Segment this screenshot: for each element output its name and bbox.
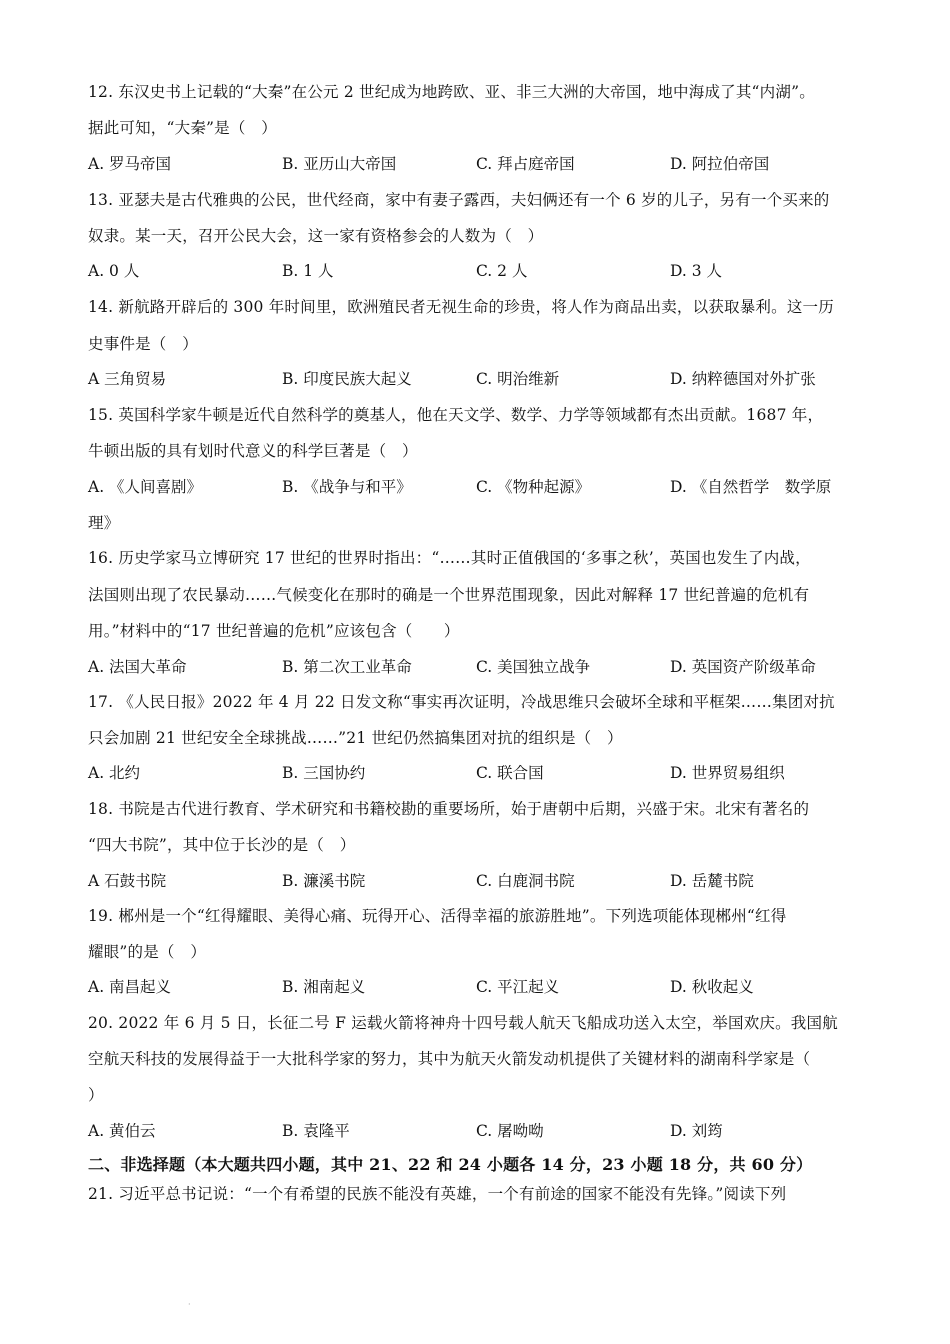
q16-line-3: 用。”材料中的“17 世纪普遍的危机”应该包含（ ）: [88, 622, 460, 640]
q16-line-2: 法国则出现了农民暴动……气候变化在那时的确是一个世界范围现象，因此对解释 17 世纪普遍的危机有: [88, 586, 810, 604]
q21-line-1: 21. 习近平总书记说：“一个有希望的民族不能没有英雄，一个有前途的国家不能没有先锋。”阅读下列: [88, 1185, 787, 1203]
q12-option-b: B. 亚历山大帝国: [282, 155, 397, 173]
q13-option-b: B. 1 人: [282, 262, 334, 280]
q17-option-d: D. 世界贸易组织: [670, 764, 785, 782]
q14-line-2: 史事件是（ ）: [88, 335, 198, 353]
q12-option-a: A. 罗马帝国: [88, 155, 172, 173]
q13-option-d: D. 3 人: [670, 262, 723, 280]
q15-option-d: D. 《自然哲学 数学原: [670, 478, 832, 496]
q12-line-2: 据此可知，“大秦”是（ ）: [88, 119, 277, 137]
q18-option-c: C. 白鹿洞书院: [476, 872, 575, 890]
q14-line-1: 14. 新航路开辟后的 300 年时间里，欧洲殖民者无视生命的珍贵，将人作为商品出卖，以获取暴利。这一历: [88, 298, 834, 316]
q13-option-a: A. 0 人: [88, 262, 140, 280]
q15-option-c: C. 《物种起源》: [476, 478, 591, 496]
q15-line-2: 牛顿出版的具有划时代意义的科学巨著是（ ）: [88, 442, 418, 460]
q12-option-c: C. 拜占庭帝国: [476, 155, 575, 173]
q18-line-2: “四大书院”，其中位于长沙的是（ ）: [88, 836, 356, 854]
q19-option-a: A. 南昌起义: [88, 978, 172, 996]
q20-line-2: 空航天科技的发展得益于一大批科学家的努力，其中为航天火箭发动机提供了关键材料的湖南科学家是（: [88, 1050, 811, 1068]
q12-line-1: 12. 东汉史书上记载的“大秦”在公元 2 世纪成为地跨欧、亚、非三大洲的大帝国，地中海成了其“内湖”。: [88, 83, 815, 101]
q14-option-d: D. 纳粹德国对外扩张: [670, 370, 816, 388]
q17-option-c: C. 联合国: [476, 764, 544, 782]
q14-option-a: A 三角贸易: [88, 370, 167, 388]
q17-line-1: 17. 《人民日报》2022 年 4 月 22 日发文称“事实再次证明，冷战思维只会破坏全球和平框架……集团对抗: [88, 693, 835, 711]
q20-option-b: B. 袁隆平: [282, 1122, 350, 1140]
q13-line-2: 奴隶。某一天，召开公民大会，这一家有资格参会的人数为（ ）: [88, 227, 544, 245]
q19-option-b: B. 湘南起义: [282, 978, 366, 996]
q19-option-c: C. 平江起义: [476, 978, 560, 996]
q13-line-1: 13. 亚瑟夫是古代雅典的公民，世代经商，家中有妻子露西，夫妇俩还有一个 6 岁的儿子，另有一个买来的: [88, 191, 830, 209]
q12-option-d: D. 阿拉伯帝国: [670, 155, 770, 173]
q20-line-3: ）: [88, 1086, 104, 1104]
q19-line-2: 耀眼”的是（ ）: [88, 943, 207, 961]
q20-line-1: 20. 2022 年 6 月 5 日，长征二号 F 运载火箭将神舟十四号载人航天飞船成功送入太空，举国欢庆。我国航: [88, 1014, 838, 1032]
footer-mark: ·: [188, 1300, 191, 1309]
q18-option-b: B. 濂溪书院: [282, 872, 366, 890]
q13-option-c: C. 2 人: [476, 262, 528, 280]
q14-option-c: C. 明治维新: [476, 370, 560, 388]
q15-option-d-continuation: 理》: [88, 514, 120, 532]
q17-option-a: A. 北约: [88, 764, 141, 782]
q20-option-c: C. 屠呦呦: [476, 1122, 544, 1140]
q19-line-1: 19. 郴州是一个“红得耀眼、美得心痛、玩得开心、活得幸福的旅游胜地”。下列选项能体现郴州“红得: [88, 907, 787, 925]
q18-line-1: 18. 书院是古代进行教育、学术研究和书籍校勘的重要场所，始于唐朝中后期，兴盛于宋。北宋有著名的: [88, 800, 810, 818]
q18-option-d: D. 岳麓书院: [670, 872, 754, 890]
q17-line-2: 只会加剧 21 世纪安全全球挑战……”21 世纪仍然搞集团对抗的组织是（ ）: [88, 729, 623, 747]
q16-option-b: B. 第二次工业革命: [282, 658, 412, 676]
q18-option-a: A 石鼓书院: [88, 872, 167, 890]
q15-option-a: A. 《人间喜剧》: [88, 478, 203, 496]
q20-option-a: A. 黄伯云: [88, 1122, 156, 1140]
q16-line-1: 16. 历史学家马立博研究 17 世纪的世界时指出：“……其时正值俄国的‘多事之秋’，英国也发生了内战，: [88, 549, 811, 567]
q16-option-a: A. 法国大革命: [88, 658, 187, 676]
q15-line-1: 15. 英国科学家牛顿是近代自然科学的奠基人，他在天文学、数学、力学等领域都有杰出贡献。1687 年，: [88, 406, 824, 424]
q16-option-d: D. 英国资产阶级革命: [670, 658, 816, 676]
q15-option-b: B. 《战争与和平》: [282, 478, 412, 496]
q20-option-d: D. 刘筠: [670, 1122, 723, 1140]
q16-option-c: C. 美国独立战争: [476, 658, 591, 676]
q19-option-d: D. 秋收起义: [670, 978, 754, 996]
q14-option-b: B. 印度民族大起义: [282, 370, 412, 388]
section-heading: 二、非选择题（本大题共四小题，其中 21、22 和 24 小题各 14 分，23 小题 18 分，共 60 分）: [88, 1155, 813, 1174]
q17-option-b: B. 三国协约: [282, 764, 366, 782]
